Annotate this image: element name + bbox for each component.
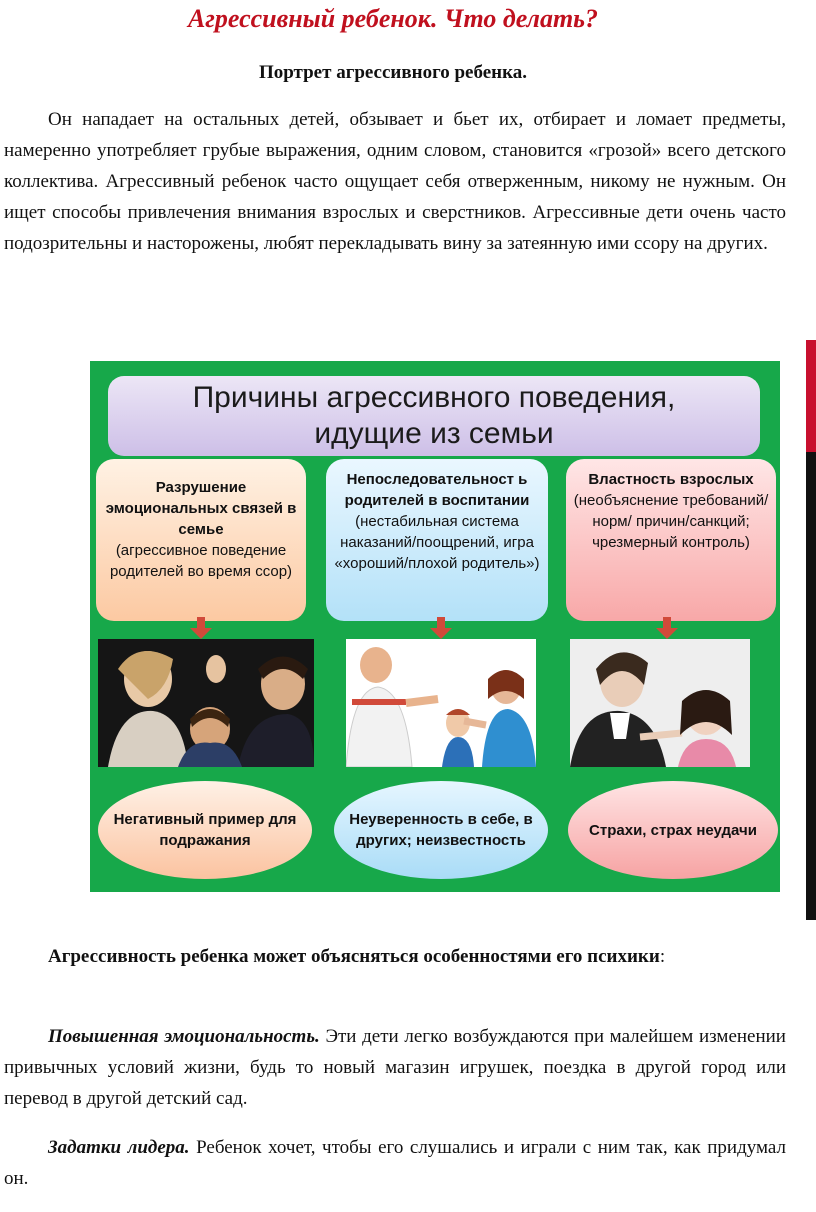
page-edge-accent-black [806,452,816,920]
trait-paragraph-emotionality [4,1021,786,1114]
cause-box-3-detail: (необъяснение требований/норм/ причин/санкций; чрезмерный контроль) [573,492,769,551]
page-edge-accent-red [806,340,816,452]
photo-woman-scolding-girl [570,639,750,767]
arrow-down-icon [656,617,678,639]
section-lead-paragraph [4,941,786,972]
cause-box-inconsistency [326,459,548,621]
section-lead-text: Агрессивность ребенка может объясняться особенностями его психики [48,946,660,967]
cause-box-2-detail: (нестабильная система наказаний/поощрений, игра «хороший/плохой родитель») [334,513,540,572]
cause-box-1-detail: (агрессивное поведение родителей во время ссор) [109,542,293,580]
effect-oval-fears [568,781,778,879]
section-subtitle: Портрет агрессивного ребенка. [258,62,528,83]
trait-2-text: Ребенок хочет, чтобы его слушались и играли с ним так, как придумал он. [4,1137,786,1189]
effect-oval-insecurity [334,781,548,879]
cause-box-emotional-bonds [96,459,306,621]
trait-2-title: Задатки лидера. [48,1137,190,1158]
infographic-header-line1: Причины агрессивного поведения, [192,381,676,414]
trait-1-text: Эти дети легко возбуждаются при малейшем изменении привычных условий жизни, будь то новый магазин игрушек, поездка в другой город или перевод в другой детский сад. [4,1026,786,1109]
cause-box-authority [566,459,776,621]
effect-oval-negative-example [98,781,312,879]
photo-parents-pointing [346,639,536,767]
cause-box-1-title: Разрушение эмоциональных связей в семье [105,479,297,538]
effect-oval-3-text: Страхи, страх неудачи [589,821,757,839]
document-title: Агрессивный ребенок. Что делать? [187,4,599,33]
cause-box-2-title: Непоследовательност ь родителей в воспитании [344,471,530,509]
effect-oval-1-text: Негативный пример для подражания [113,811,297,849]
infographic-header [108,376,760,456]
infographic-header-line2: идущие из семьи [314,417,554,450]
trait-1-title: Повышенная эмоциональность. [48,1026,320,1047]
photo-quarreling-parents [98,639,314,767]
effect-oval-2-text: Неуверенность в себе, в других; неизвестность [349,811,533,849]
section-lead-colon: : [659,946,666,967]
arrow-down-icon [190,617,212,639]
arrow-down-icon [430,617,452,639]
intro-paragraph: Он нападает на остальных детей, обзывает и бьет их, отбирает и ломает предметы, намеренно употребляет грубые выражения, одним словом, становится «грозой» всего детского коллектива. Агрессивный ребенок часто ощущает себя отверженным, никому не нужным. Он ищет способы привлечения внимания взрослых и сверстников. Агрессивные дети очень часто подозрительны и насторожены, любят перекладывать вину за затеянную ими ссору на других. [4,109,786,254]
cause-box-3-title: Властность взрослых [588,471,754,488]
infographic [90,361,780,892]
trait-paragraph-leadership [4,1132,786,1194]
